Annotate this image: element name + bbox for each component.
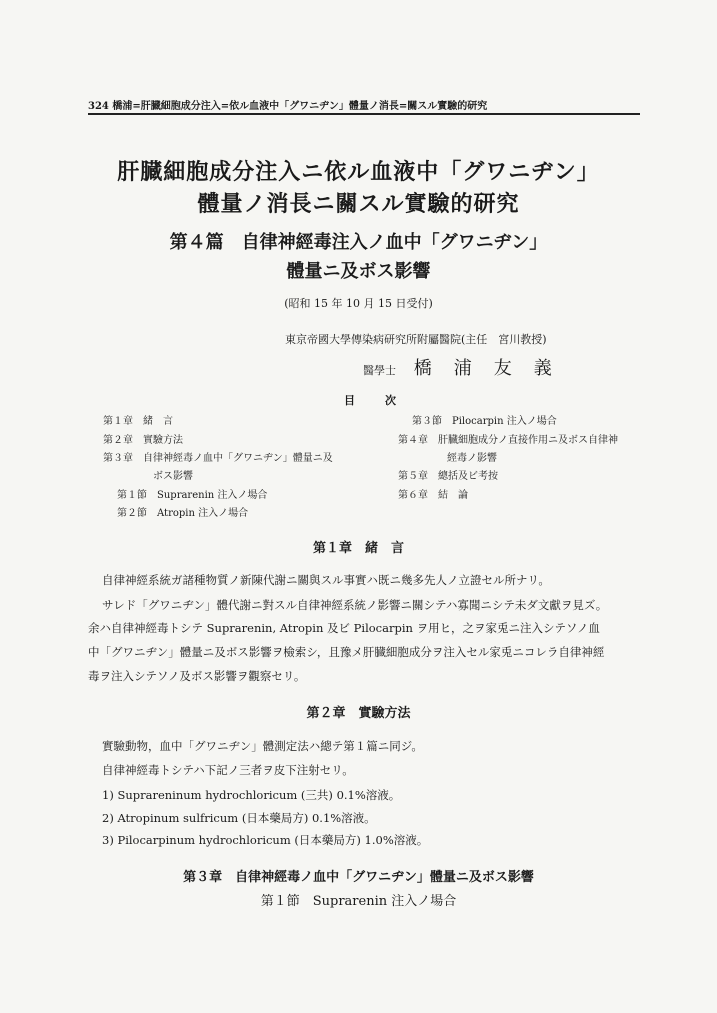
header-rule xyxy=(88,113,640,115)
toc-heading: 目次 xyxy=(344,394,426,407)
toc-item: ボス影響 xyxy=(153,471,193,482)
toc-item: 第１節 Suprarenin 注入ノ場合 xyxy=(117,490,268,501)
chapter-2-heading: 第２章 實驗方法 xyxy=(306,706,411,721)
received-date: (昭和 15 年 10 月 15 日受付) xyxy=(284,297,433,310)
body-line: サレド「グワニヂン」體代謝ニ對スル自律神經系統ノ影響ニ關シテハ寡聞ニシテ未ダ文獻ヲ見ズ。 xyxy=(102,598,608,612)
list-item: 3) Pilocarpinum hydrochloricum (日本藥局方) 1.0%溶液。 xyxy=(102,833,429,847)
toc-item: 經毒ノ影響 xyxy=(447,453,497,464)
author-line xyxy=(363,354,574,380)
toc-item: 第１章 緒 言 xyxy=(103,416,173,427)
institution: 東京帝國大學傳染病研究所附屬醫院(主任 宮川教授) xyxy=(285,333,547,346)
body-line: 余ハ自律神經毒トシテ Suprarenin, Atropin 及ビ Pilocarpin ヲ用ヒ，之ヲ家兎ニ注入シテソノ血 xyxy=(88,621,600,635)
body-line: 實驗動物，血中「グワニヂン」體測定法ハ總テ第１篇ニ同ジ。 xyxy=(102,739,423,753)
toc-item: 第２節 Atropin 注入ノ場合 xyxy=(117,508,249,519)
body-line: 自律神經系統ガ諸種物質ノ新陳代謝ニ關與スル事實ハ既ニ幾多先人ノ立證セル所ナリ。 xyxy=(102,573,550,587)
list-item: 2) Atropinum sulfricum (日本藥局方) 0.1%溶液。 xyxy=(102,811,376,825)
chapter-1-heading: 第１章 緒 言 xyxy=(312,541,404,556)
toc-item: 第３章 自律神經毒ノ血中「グワニヂン」體量ニ及 xyxy=(103,453,333,464)
body-line: 中「グワニヂン」體量ニ及ボス影響ヲ檢索シ，且豫メ肝臓細胞成分ヲ注入セル家兎ニコレラ自律神經 xyxy=(88,645,605,659)
toc-item: 第２章 實驗方法 xyxy=(103,435,183,446)
toc-item: 第３節 Pilocarpin 注入ノ場合 xyxy=(412,416,557,427)
body-line: 毒ヲ注入シテソノ及ボス影響ヲ觀察セリ。 xyxy=(88,669,306,683)
title-line-1: 肝臓細胞成分注入ニ依ル血液中「グワニヂン」 xyxy=(117,159,600,185)
subtitle-line-1: 第４篇 自律神經毒注入ノ血中「グワニヂン」 xyxy=(169,232,548,253)
list-item: 1) Suprareninum hydrochloricum (三共) 0.1%溶液。 xyxy=(102,788,401,802)
body-line: 自律神經毒トシテハ下記ノ三者ヲ皮下注射セリ。 xyxy=(102,763,354,777)
toc-item: 第６章 結 論 xyxy=(398,490,468,501)
title-line-2: 體量ノ消長ニ關スル實驗的研究 xyxy=(197,191,520,217)
toc-item: 第５章 總括及ビ考按 xyxy=(398,471,498,482)
toc-item: 第４章 肝臓細胞成分ノ直接作用ニ及ボス自律神 xyxy=(398,435,618,446)
running-header: 324 橋浦=肝臓細胞成分注入=依ル血液中「グワニヂン」體量ノ消長=關スル實驗的研究 xyxy=(88,101,488,112)
section-1-heading: 第１節 Suprarenin 注入ノ場合 xyxy=(260,894,457,909)
author-degree: 醫學士 xyxy=(363,364,396,377)
author-name: 橋浦友義 xyxy=(413,358,574,379)
chapter-3-heading: 第３章 自律神經毒ノ血中「グワニヂン」體量ニ及ボス影響 xyxy=(183,870,534,885)
subtitle-line-2: 體量ニ及ボス影響 xyxy=(286,261,431,282)
